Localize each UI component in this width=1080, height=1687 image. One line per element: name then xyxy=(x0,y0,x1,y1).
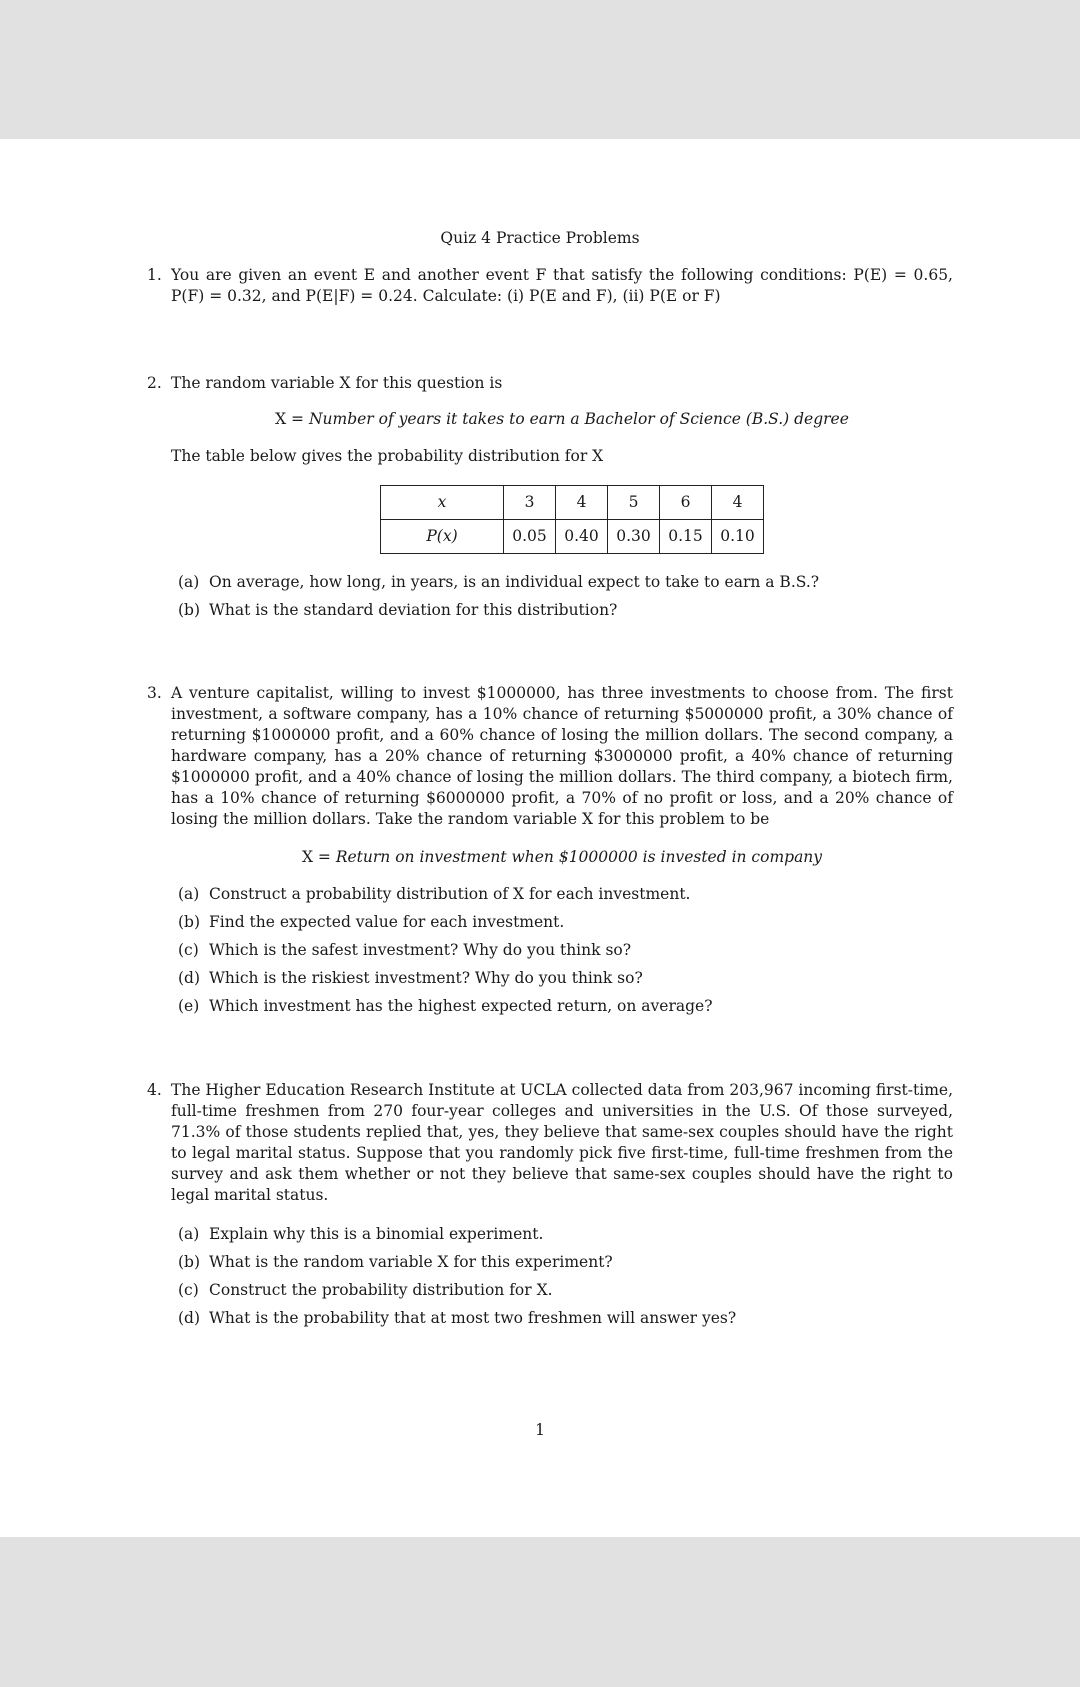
list-item xyxy=(178,936,953,964)
p-value-cell: 0.15 xyxy=(660,520,712,554)
problem-2 xyxy=(147,373,953,624)
part-text: What is the standard deviation for this distribution? xyxy=(209,601,618,619)
part-text: On average, how long, in years, is an individual expect to take to earn a B.S.? xyxy=(209,573,820,591)
list-item xyxy=(178,992,953,1020)
page-number: 1 xyxy=(535,1421,545,1439)
part-text: Which is the safest investment? Why do you think so? xyxy=(209,941,632,959)
table-row xyxy=(381,520,764,554)
problem-number: 4. xyxy=(147,1081,162,1099)
problem-number: 1. xyxy=(147,266,162,284)
part-label: (b) xyxy=(178,601,201,619)
x-value-cell: 4 xyxy=(712,486,764,520)
x-value-cell: 4 xyxy=(556,486,608,520)
problem-number: 2. xyxy=(147,374,162,392)
table-intro: The table below gives the probability distribution for X xyxy=(171,447,604,465)
problem-1-line-1: You are given an event E and another event F that satisfy the following conditions: P(E) = 0.65, xyxy=(171,266,953,284)
list-item xyxy=(178,1248,953,1276)
problem-4-paragraph: The Higher Education Research Institute at UCLA collected data from 203,967 incoming first-time, full-time freshmen from 270 four-year colleges and universities in the U.S. Of those surveyed, 71.3% of those students replied that, yes, they believe that same-sex couples should have the right to legal marital status. Suppose that you randomly pick five first-time, full-time freshmen from the survey and ask them whether or not they believe that same-sex couples should have the right to legal marital status. xyxy=(171,1081,953,1204)
distribution-table-wrap xyxy=(380,485,953,554)
part-label: (b) xyxy=(178,1253,201,1271)
part-text: Explain why this is a binomial experiment. xyxy=(209,1225,544,1243)
list-item xyxy=(178,1276,953,1304)
table-row xyxy=(381,486,764,520)
part-text: Which investment has the highest expected return, on average? xyxy=(209,997,713,1015)
random-variable-definition xyxy=(171,409,953,430)
distribution-table xyxy=(380,485,764,554)
problem-3 xyxy=(147,683,953,1020)
problem-1-line-2: P(F) = 0.32, and P(E|F) = 0.24. Calculate: (i) P(E and F), (ii) P(E or F) xyxy=(171,287,721,305)
page-title: Quiz 4 Practice Problems xyxy=(440,229,640,247)
x-value-cell: 5 xyxy=(608,486,660,520)
p-value-cell: 0.30 xyxy=(608,520,660,554)
part-label: (e) xyxy=(178,997,200,1015)
problem-2-intro: The random variable X for this question is xyxy=(171,374,503,392)
p-value-cell: 0.10 xyxy=(712,520,764,554)
definition-text: Number of years it takes to earn a Bachelor of Science (B.S.) degree xyxy=(308,410,849,428)
part-label: (a) xyxy=(178,1225,200,1243)
problem-3-parts xyxy=(178,880,953,1020)
table-row-label: P(x) xyxy=(381,520,504,554)
part-label: (d) xyxy=(178,969,201,987)
definition-text: Return on investment when $1000000 is invested in company xyxy=(335,848,823,866)
problem-4-parts xyxy=(178,1220,953,1332)
part-text: Construct a probability distribution of X for each investment. xyxy=(209,885,691,903)
part-label: (d) xyxy=(178,1309,201,1327)
problem-number: 3. xyxy=(147,684,162,702)
list-item xyxy=(178,908,953,936)
list-item xyxy=(178,964,953,992)
part-text: What is the random variable X for this experiment? xyxy=(209,1253,613,1271)
list-item xyxy=(178,880,953,908)
x-value-cell: 6 xyxy=(660,486,712,520)
definition-prefix: X = xyxy=(275,410,305,428)
list-item xyxy=(178,596,953,624)
list-item xyxy=(178,1220,953,1248)
document-page xyxy=(0,139,1080,1537)
problem-3-paragraph: A venture capitalist, willing to invest $1000000, has three investments to choose from. The first investment, a software company, has a 10% chance of returning $5000000 profit, a 30% chance of returning $1000000 profit, and a 60% chance of losing the million dollars. The second company, a hardware company, has a 20% chance of returning $3000000 profit, a 40% chance of returning $1000000 profit, and a 40% chance of losing the million dollars. The third company, a biotech firm, has a 10% chance of returning $6000000 profit, a 70% of no profit or loss, and a 20% chance of losing the million dollars. Take the random variable X for this problem to be xyxy=(171,684,953,828)
problem-4 xyxy=(147,1080,953,1332)
part-label: (c) xyxy=(178,1281,199,1299)
part-text: Which is the riskiest investment? Why do you think so? xyxy=(209,969,643,987)
list-item xyxy=(178,568,953,596)
table-row-label: x xyxy=(381,486,504,520)
problem-1 xyxy=(147,265,953,307)
part-label: (a) xyxy=(178,885,200,903)
part-text: What is the probability that at most two freshmen will answer yes? xyxy=(209,1309,737,1327)
part-text: Find the expected value for each investment. xyxy=(209,913,565,931)
x-value-cell: 3 xyxy=(504,486,556,520)
p-value-cell: 0.05 xyxy=(504,520,556,554)
list-item xyxy=(178,1304,953,1332)
definition-prefix: X = xyxy=(301,848,331,866)
p-value-cell: 0.40 xyxy=(556,520,608,554)
problem-2-parts xyxy=(178,568,953,624)
part-label: (c) xyxy=(178,941,199,959)
part-label: (a) xyxy=(178,573,200,591)
part-text: Construct the probability distribution for X. xyxy=(209,1281,553,1299)
random-variable-definition xyxy=(171,847,953,868)
part-label: (b) xyxy=(178,913,201,931)
